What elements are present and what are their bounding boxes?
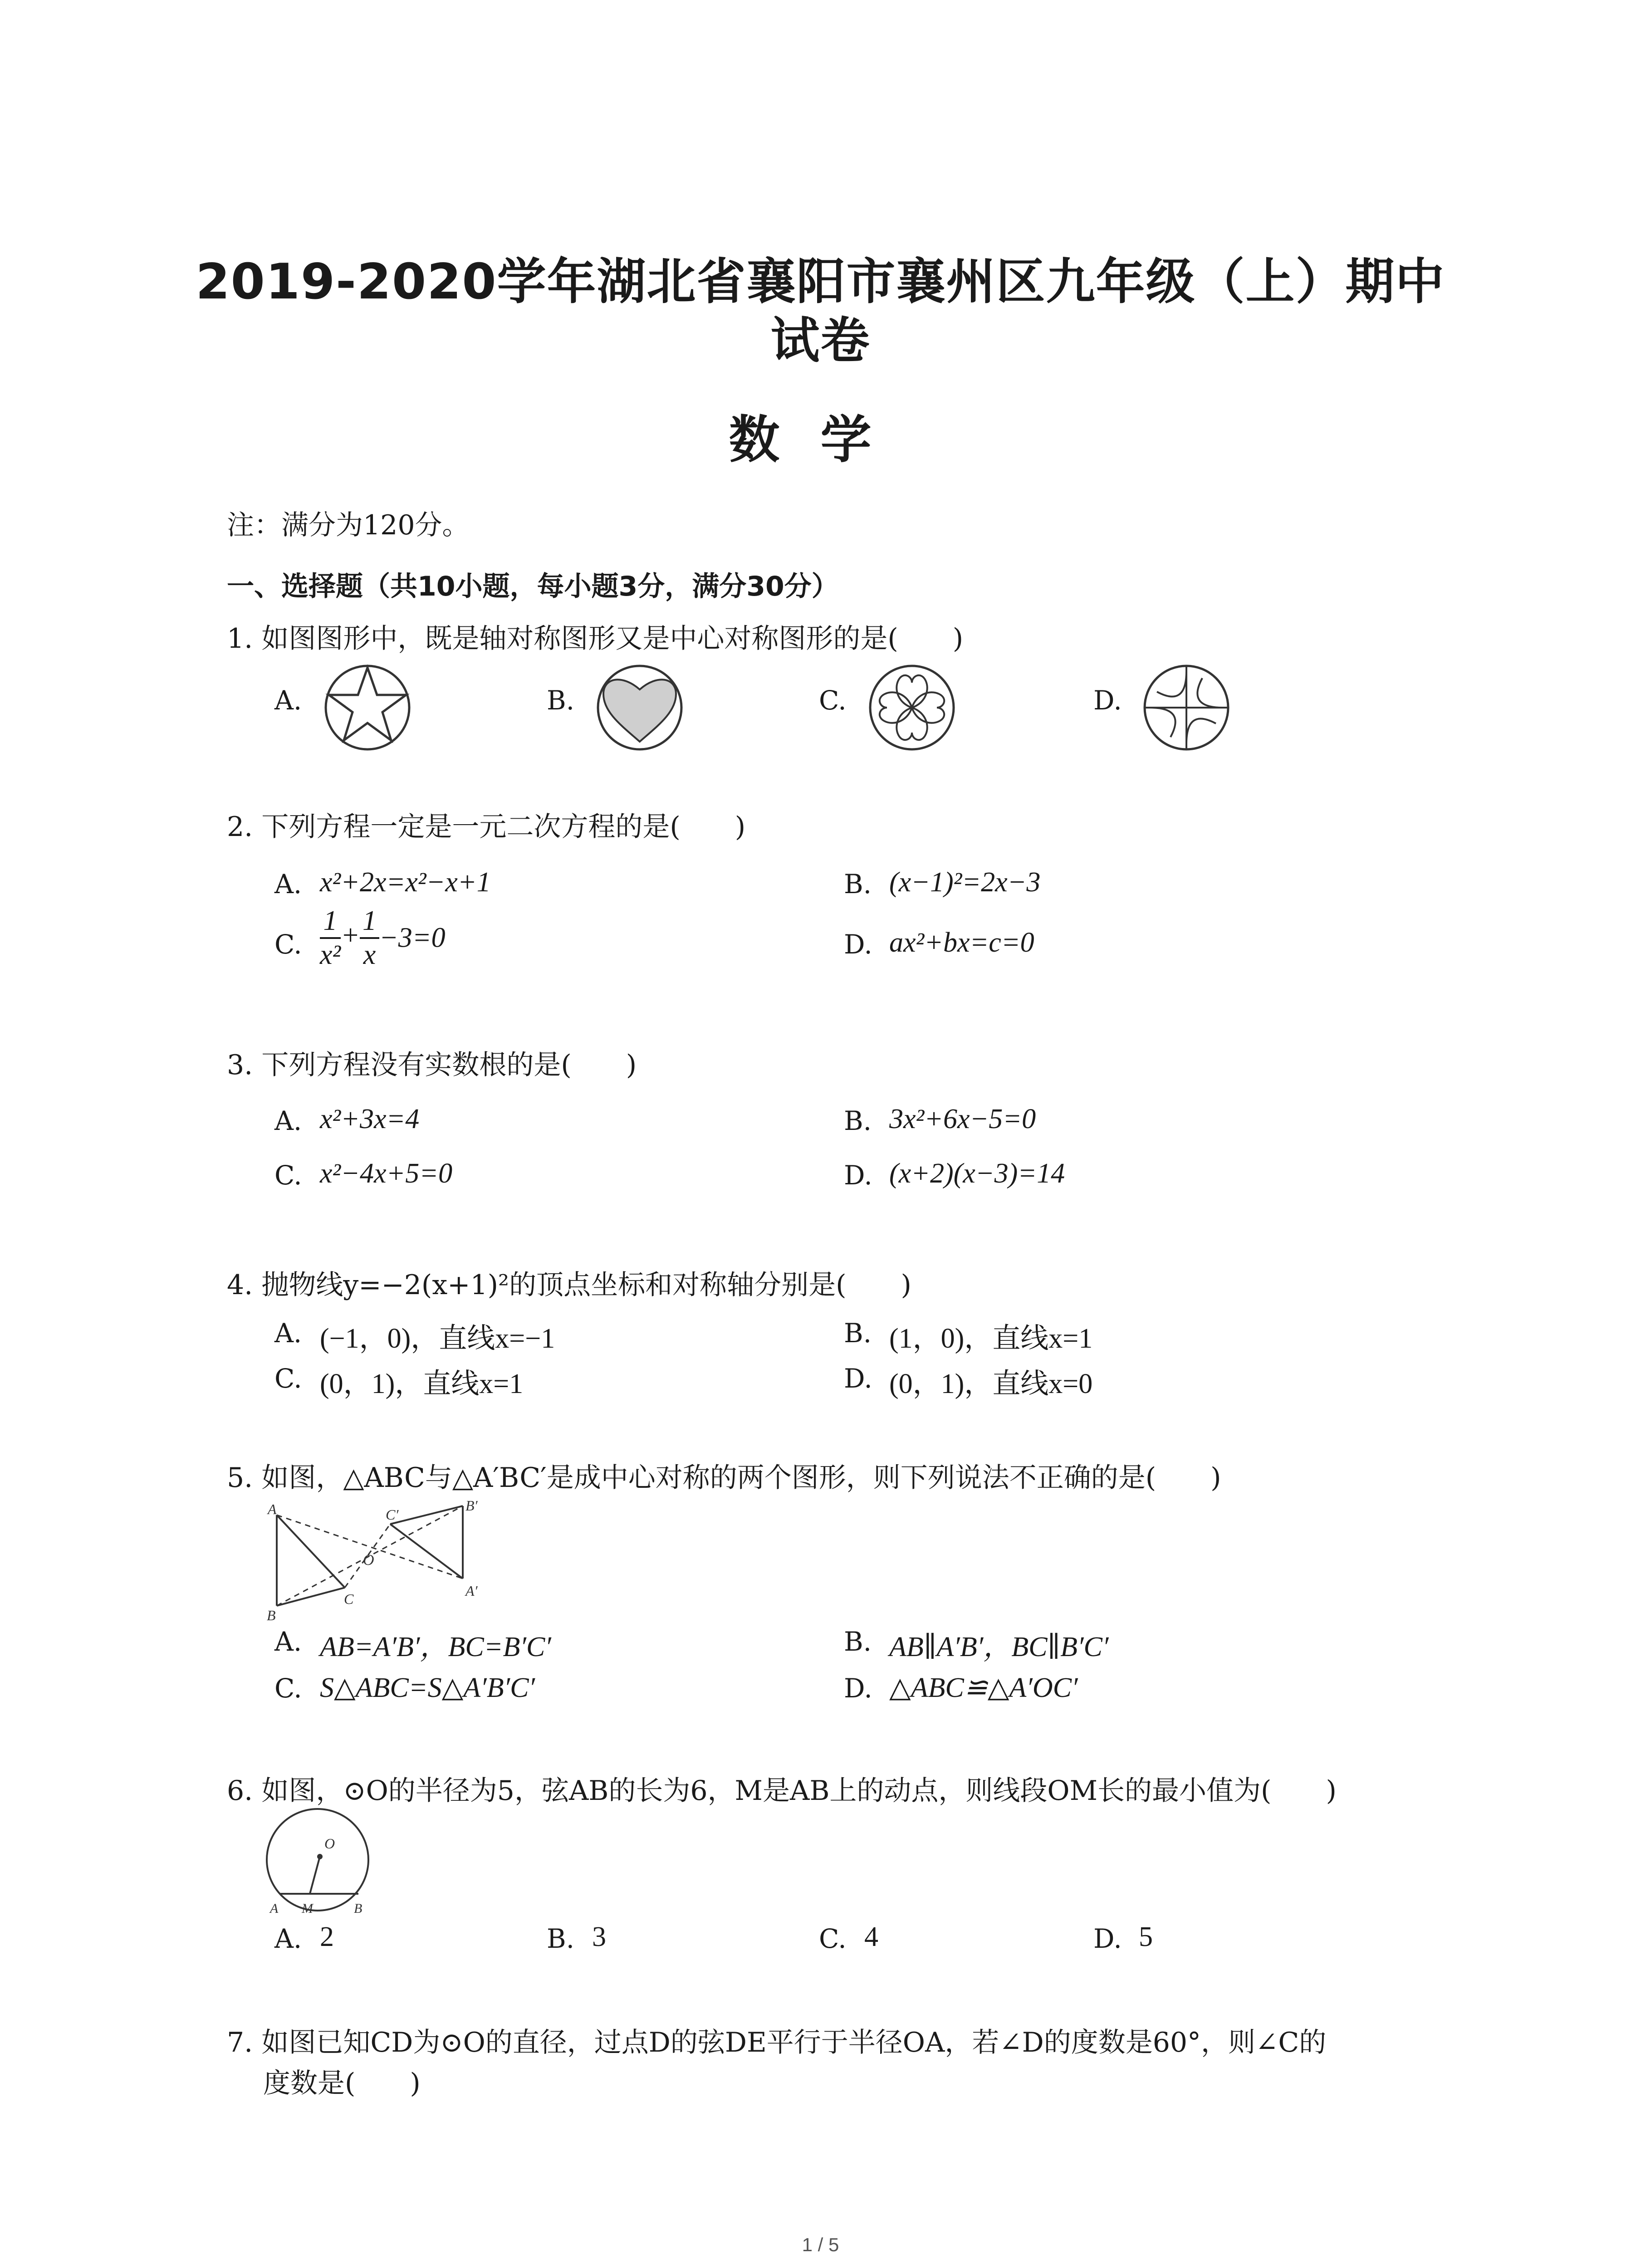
q6-option-d-label: D.	[1093, 1923, 1122, 1954]
q6-fig-label-a: A	[270, 1901, 279, 1916]
q6-option-d: 5	[1139, 1921, 1153, 1952]
four-hearts-in-circle-icon	[867, 662, 957, 753]
q4-option-a-label: A.	[274, 1318, 302, 1349]
q3-option-a: x²+3x=4	[320, 1104, 420, 1134]
q4-stem: 4. 抛物线y=−2(x+1)²的顶点坐标和对称轴分别是( )	[227, 1269, 911, 1301]
subject-title: 数学	[729, 411, 912, 469]
q6-option-b-label: B.	[547, 1923, 575, 1954]
q2-option-a-label: A.	[274, 869, 302, 899]
q6-fig-label-b: B	[354, 1901, 362, 1916]
q6-fig-label-o: O	[324, 1835, 335, 1852]
q4-option-b-label: B.	[844, 1318, 872, 1349]
q5-fig-label-b-prime: B′	[465, 1497, 478, 1514]
q3-option-c: x²−4x+5=0	[320, 1158, 453, 1189]
q2-c-den1: x²	[320, 939, 341, 970]
q2-option-b-label: B.	[844, 869, 872, 899]
q2-c-num1: 1	[320, 905, 341, 939]
q6-fig-label-m: M	[302, 1901, 313, 1916]
q6-option-c-label: C.	[819, 1923, 847, 1954]
q5-option-d-label: D.	[844, 1673, 872, 1704]
q2-c-plus: +	[341, 920, 360, 951]
q6-stem: 6. 如图，⊙O的半径为5，弦AB的长为6，M是AB上的动点，则线段OM长的最小值为( )	[227, 1775, 1337, 1807]
q5-symmetry-figure	[254, 1497, 499, 1624]
q2-c-num2: 1	[360, 905, 379, 939]
q3-option-b: 3x²+6x−5=0	[889, 1104, 1036, 1134]
q5-fig-label-b: B	[267, 1607, 276, 1623]
q3-stem: 3. 下列方程没有实数根的是( )	[227, 1049, 637, 1081]
q2-option-b: (x−1)²=2x−3	[889, 867, 1041, 898]
q5-fig-label-c: C	[344, 1591, 354, 1607]
q3-option-d-label: D.	[844, 1160, 872, 1191]
q1-stem: 1. 如图图形中，既是轴对称图形又是中心对称图形的是( )	[227, 623, 964, 655]
heart-in-circle-icon	[594, 662, 685, 753]
q1-option-c-label: C.	[819, 685, 847, 716]
q1-option-a-label: A.	[274, 685, 302, 716]
q1-option-d-label: D.	[1093, 685, 1122, 716]
q5-stem: 5. 如图，△ABC与△A′BC′是成中心对称的两个图形，则下列说法不正确的是( )	[227, 1462, 1221, 1494]
q4-option-d: (0，1)，直线x=0	[889, 1369, 1093, 1399]
q6-option-c: 4	[864, 1921, 878, 1952]
q5-option-b-label: B.	[844, 1626, 872, 1657]
q5-option-a-label: A.	[274, 1626, 302, 1657]
q6-option-a: 2	[320, 1921, 334, 1952]
q2-c-fraction-1	[320, 905, 341, 971]
score-note: 注：满分为120分。	[227, 509, 470, 541]
q5-option-b: AB∥A′B′，BC∥B′C′	[889, 1632, 1109, 1662]
q2-option-a: x²+2x=x²−x+1	[320, 867, 491, 898]
curved-arcs-in-circle-icon	[1141, 662, 1232, 753]
q2-option-d-label: D.	[844, 929, 872, 960]
q7-stem-line1: 7. 如图已知CD为⊙O的直径，过点D的弦DE平行于半径OA，若∠D的度数是60°，则∠C的	[227, 2027, 1327, 2058]
q4-option-d-label: D.	[844, 1363, 872, 1394]
q3-option-d: (x+2)(x−3)=14	[889, 1158, 1065, 1189]
q1-option-b-label: B.	[547, 685, 575, 716]
q2-option-d: ax²+bx=c=0	[889, 927, 1034, 958]
q5-option-c: S△ABC=S△A′B′C′	[320, 1672, 535, 1703]
q5-fig-label-a: A	[268, 1501, 277, 1517]
q4-option-b: (1，0)，直线x=1	[889, 1323, 1093, 1354]
q5-fig-label-o: O	[363, 1552, 374, 1569]
q5-option-a: AB=A′B′，BC=B′C′	[320, 1632, 551, 1662]
q6-option-a-label: A.	[274, 1923, 302, 1954]
q5-option-d: △ABC≌△A′OC′	[889, 1672, 1078, 1703]
q4-option-a: (−1，0)，直线x=−1	[320, 1323, 555, 1354]
q2-option-c-label: C.	[274, 929, 302, 960]
q2-c-rest: −3=0	[379, 922, 446, 953]
q5-fig-label-c-prime: C′	[386, 1506, 399, 1523]
q6-option-b: 3	[592, 1921, 606, 1952]
q3-option-b-label: B.	[844, 1105, 872, 1136]
q2-option-c	[320, 905, 446, 971]
q2-stem: 2. 下列方程一定是一元二次方程的是( )	[227, 811, 746, 843]
paper-title-line2: 试卷	[770, 313, 871, 369]
q2-c-den2: x	[363, 939, 376, 970]
q3-option-a-label: A.	[274, 1105, 302, 1136]
section-heading-choice: 一、选择题（共10小题，每小题3分，满分30分）	[227, 571, 839, 602]
q5-option-c-label: C.	[274, 1673, 302, 1704]
q2-c-fraction-2	[360, 905, 379, 971]
q6-circle-figure	[256, 1808, 379, 1921]
q4-option-c: (0，1)，直线x=1	[320, 1369, 524, 1399]
q4-option-c-label: C.	[274, 1363, 302, 1394]
star-in-circle-icon	[322, 662, 413, 753]
q5-fig-label-a-prime: A′	[465, 1583, 478, 1599]
page-number: 1 / 5	[802, 2234, 839, 2255]
q3-option-c-label: C.	[274, 1160, 302, 1191]
paper-title-line1: 2019-2020学年湖北省襄阳市襄州区九年级（上）期中	[196, 254, 1445, 310]
q7-stem-line2: 度数是( )	[263, 2068, 421, 2099]
